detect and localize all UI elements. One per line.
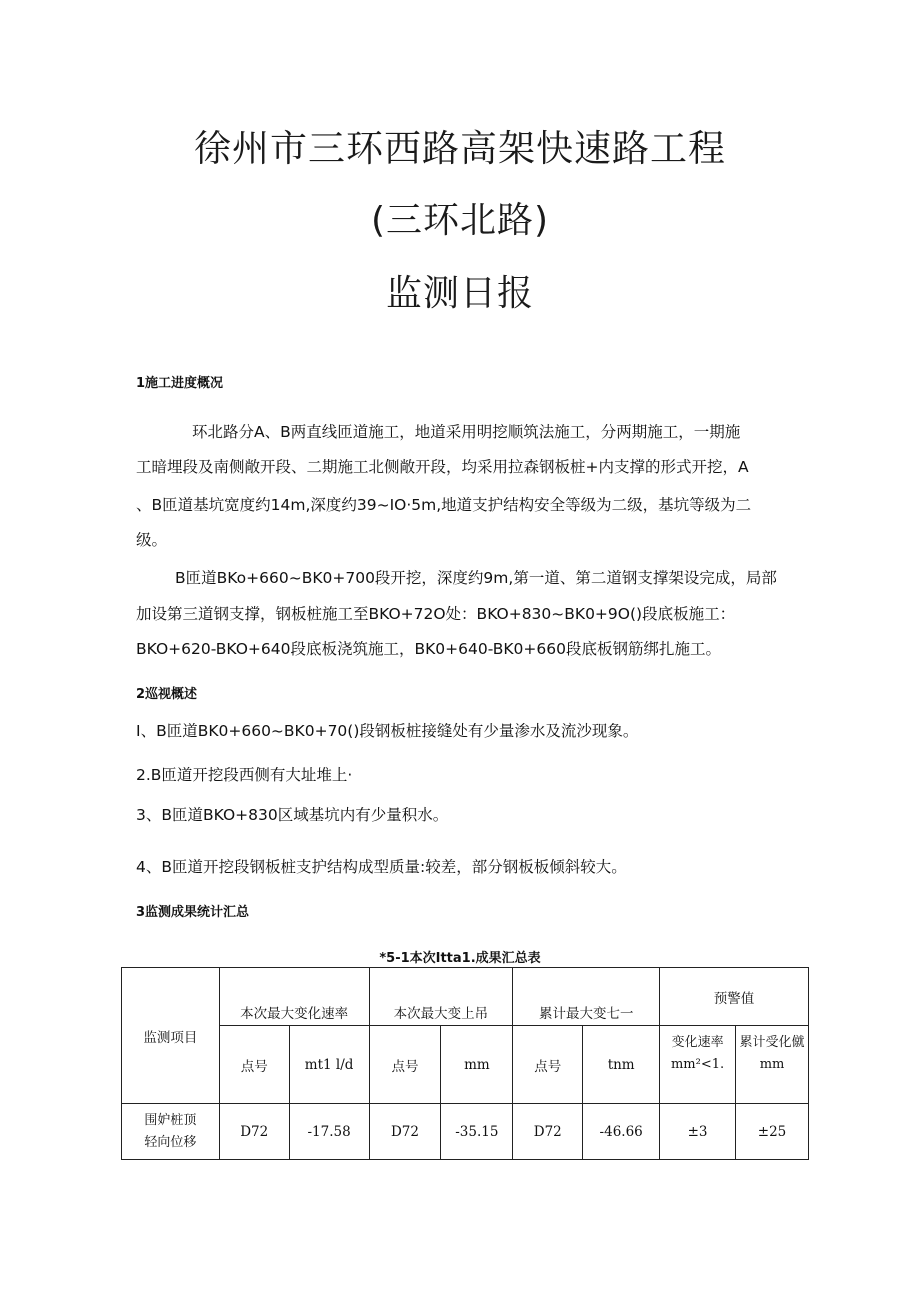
- patrol-item-3: 3、B匝道BKO+830区域基坑内有少量积水。: [136, 806, 449, 824]
- row-change-value: -35.15: [441, 1104, 513, 1160]
- row-cum-point: D72: [513, 1104, 583, 1160]
- para2-line3: BKO+620-BKO+640段底板浇筑施工，BK0+640-BK0+660段底板钢筋绑扎施工。: [136, 640, 721, 658]
- para2-line2: 加设第三道钢支撑，钢板桩施工至BKO+72O处：BKO+830~BK0+9O()段底板施工：: [136, 605, 736, 623]
- row-rate-point: D72: [219, 1104, 289, 1160]
- section2-heading: 2巡视概述: [136, 687, 198, 702]
- header-monitoring-item: 监测项目: [122, 968, 220, 1104]
- para1-line3: 、B匝道基坑宽度约14m,深度约39~IO·5m,地道支护结构安全等级为二级，基坑等级为二: [136, 496, 752, 514]
- subheader-warn-rate: [660, 1026, 736, 1104]
- subheader-point-1: 点号: [219, 1026, 289, 1104]
- report-title-line3: 监测日报: [385, 273, 534, 314]
- para1-line4: 级。: [136, 531, 168, 549]
- patrol-item-2: 2.B匝道开挖段西侧有大址堆上·: [136, 766, 353, 784]
- table-row: [122, 1104, 809, 1160]
- header-max-rate: 本次最大变化速率: [219, 968, 369, 1026]
- row-change-point: D72: [369, 1104, 441, 1160]
- header-max-cumulative: 累计最大变七一: [513, 968, 660, 1026]
- row-item-line2: 轻向位移: [144, 1134, 197, 1150]
- warn-cum-unit: mm: [759, 1057, 785, 1072]
- warn-cum-label: 累计受化僦: [739, 1035, 805, 1050]
- report-title-line1: 徐州市三环西路高架快速路工程: [194, 127, 726, 170]
- para1-line1: 环北路分A、B两直线匝道施工，地道采用明挖顺筑法施工，分两期施工，一期施: [192, 423, 741, 441]
- subheader-point-3: 点号: [513, 1026, 583, 1104]
- row-item-line1: 围妒桩顶: [144, 1112, 197, 1128]
- subheader-unit-mm: mm: [441, 1026, 513, 1104]
- header-max-change: 本次最大变上吊: [369, 968, 513, 1026]
- row-warn-rate: ±3: [660, 1104, 736, 1160]
- patrol-item-4: 4、B匝道开挖段钢板桩支护结构成型质量:较差，部分钢板板倾斜较大。: [136, 858, 627, 876]
- row-cum-value: -46.66: [583, 1104, 660, 1160]
- row-rate-value: -17.58: [289, 1104, 369, 1160]
- table-caption: *5-1本次Itta1.成果汇总表: [379, 951, 541, 966]
- subheader-unit-rate: mt1 l/d: [289, 1026, 369, 1104]
- subheader-unit-nm: tnm: [583, 1026, 660, 1104]
- warn-rate-label: 变化速率: [671, 1035, 724, 1050]
- row-warn-cumulative: ±25: [736, 1104, 809, 1160]
- header-warning-value: 预警值: [660, 968, 809, 1026]
- patrol-item-1: I、B匝道BK0+660~BK0+70()段钢板桩接缝处有少量渗水及流沙现象。: [136, 722, 639, 740]
- warn-rate-unit: mm²<1.: [670, 1057, 725, 1072]
- results-summary-table: [121, 967, 809, 1160]
- para2-line1: B匝道BKo+660~BK0+700段开挖，深度约9m,第一道、第二道钢支撑架设完成，局部: [175, 569, 777, 587]
- row-item: [122, 1104, 220, 1160]
- para1-line2: 工暗埋段及南侧敞开段、二期施工北侧敞开段，均采用拉森钢板桩+内支撑的形式开挖，A: [136, 458, 749, 476]
- section1-heading: 1施工进度概况: [136, 376, 224, 391]
- subheader-warn-cumulative: [736, 1026, 809, 1104]
- subheader-point-2: 点号: [369, 1026, 441, 1104]
- report-title-line2: (三环北路): [370, 200, 550, 241]
- section3-heading: 3监测成果统计汇总: [136, 905, 250, 920]
